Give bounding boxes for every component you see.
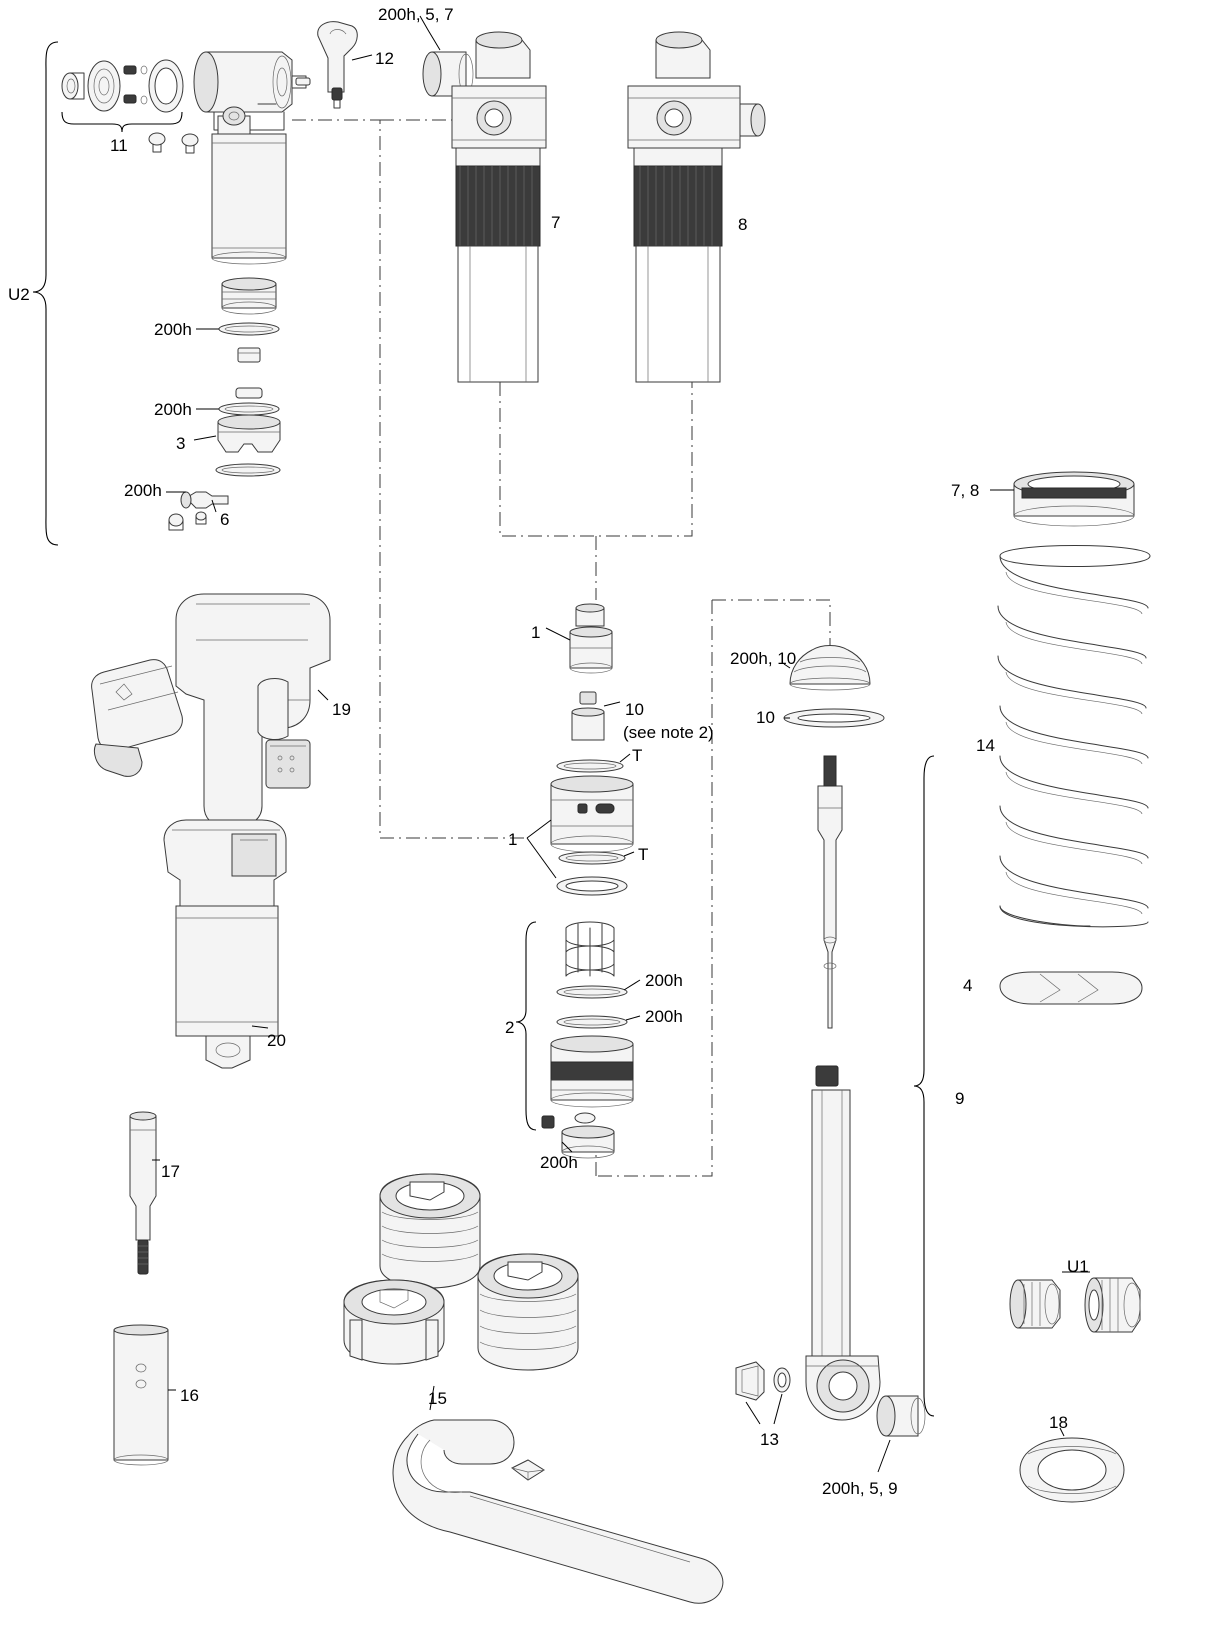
part-14-coil-spring — [998, 546, 1150, 927]
part-19-tool — [176, 594, 330, 826]
callout-200h-e: 200h — [645, 1007, 683, 1026]
callout-t-lower: T — [638, 845, 649, 864]
part-11-pins — [124, 66, 147, 104]
part-9-lower-body — [806, 1066, 880, 1420]
part-t-lower-oring — [559, 852, 634, 864]
callout-u2: U2 — [8, 285, 30, 304]
callout-14: 14 — [976, 736, 995, 755]
part-11-bolt-left — [62, 73, 84, 99]
callout-12: 12 — [375, 49, 394, 68]
callout-t-upper: T — [632, 746, 643, 765]
part-200h-5-9-bushing — [877, 1396, 925, 1472]
callout-11: 11 — [110, 136, 128, 155]
part-u2-oring-c — [216, 464, 280, 476]
callout-13: 13 — [760, 1430, 779, 1449]
part-1-lower-ring — [557, 877, 627, 895]
part-u2-shim — [236, 388, 262, 398]
part-200h-5-7-bushing — [420, 16, 473, 96]
part-10-cap — [572, 692, 620, 740]
callout-u1: U1 — [1067, 1257, 1089, 1276]
callout-15: 15 — [428, 1389, 447, 1408]
part-2-spring — [566, 922, 614, 976]
callout-200h-d: 200h — [645, 971, 683, 990]
bracket-2 — [516, 922, 536, 1130]
callout-16: 16 — [180, 1386, 199, 1405]
callout-1-top: 1 — [531, 623, 541, 642]
callout-8: 8 — [738, 215, 748, 234]
part-15-socket-lower-left — [344, 1280, 444, 1364]
part-u2-damper-head — [194, 52, 310, 134]
part-u2-spacer — [238, 348, 260, 362]
part-2-oring-a — [557, 980, 640, 998]
callout-see-note-2: (see note 2) — [623, 723, 714, 742]
bracket-9 — [914, 756, 934, 1416]
part-200h-10-bellows — [784, 646, 870, 691]
callout-200h-5-7: 200h, 5, 7 — [378, 5, 454, 24]
part-t-upper-oring — [557, 754, 630, 772]
callout-10: 10 — [625, 700, 644, 719]
part-12-lever — [318, 22, 372, 108]
part-u2-damper-body — [212, 134, 286, 264]
part-11-screws — [149, 133, 198, 153]
callout-7: 7 — [551, 213, 561, 232]
bracket-11 — [62, 112, 182, 132]
part-u2-oring-b — [196, 403, 279, 415]
callout-1-mid: 1 — [508, 830, 518, 849]
part-u1-left-bushing — [1010, 1280, 1060, 1328]
part-2-oring-b — [557, 1016, 640, 1028]
part-18-ring — [1020, 1428, 1124, 1502]
part-15-socket-lower-right — [478, 1254, 578, 1370]
part-16-block — [114, 1325, 176, 1465]
part-3-valve — [194, 415, 280, 452]
part-13-hardware — [736, 1362, 790, 1424]
part-2-cylinder — [551, 1036, 633, 1107]
part-u1-right-bushing — [1085, 1278, 1140, 1332]
callout-3: 3 — [176, 434, 186, 453]
part-9-upper-shaft — [818, 756, 842, 1028]
part-u2-piston-assembly — [222, 278, 276, 314]
part-7-8-collar — [990, 472, 1134, 526]
part-17-tool — [130, 1112, 160, 1274]
part-8-coil-boot — [634, 166, 722, 246]
part-6-valve-screw — [166, 492, 228, 530]
callout-200h-b: 200h — [154, 400, 192, 419]
part-11-ring — [149, 60, 183, 112]
callout-20: 20 — [267, 1031, 286, 1050]
callout-4: 4 — [963, 976, 973, 995]
callout-10-right: 10 — [756, 708, 775, 727]
part-2-lower-cap — [542, 1113, 614, 1158]
part-10-disc — [784, 709, 884, 727]
callout-200h-5-9: 200h, 5, 9 — [822, 1479, 898, 1498]
part-u2-oring-a — [196, 323, 279, 335]
part-19-battery — [92, 660, 183, 777]
callout-200h-a: 200h — [154, 320, 192, 339]
callout-19: 19 — [332, 700, 351, 719]
callout-6: 6 — [220, 510, 230, 529]
callout-17: 17 — [161, 1162, 180, 1181]
callout-7-8: 7, 8 — [951, 481, 980, 500]
part-11-cap — [88, 61, 120, 111]
part-15-wrench — [393, 1386, 723, 1603]
part-1-upper-seal — [546, 604, 612, 673]
callout-9: 9 — [955, 1089, 965, 1108]
callout-200h-10: 200h, 10 — [730, 649, 797, 668]
callout-200h-c: 200h — [124, 481, 162, 500]
bracket-u2 — [33, 42, 58, 545]
callout-2: 2 — [505, 1018, 515, 1037]
callout-18: 18 — [1049, 1413, 1068, 1432]
part-4-spacer — [1000, 972, 1142, 1004]
callout-200h-f: 200h — [540, 1153, 578, 1172]
part-15-socket-upper — [380, 1174, 480, 1288]
part-7-coil-boot — [456, 166, 540, 246]
part-8-shock — [628, 32, 765, 382]
